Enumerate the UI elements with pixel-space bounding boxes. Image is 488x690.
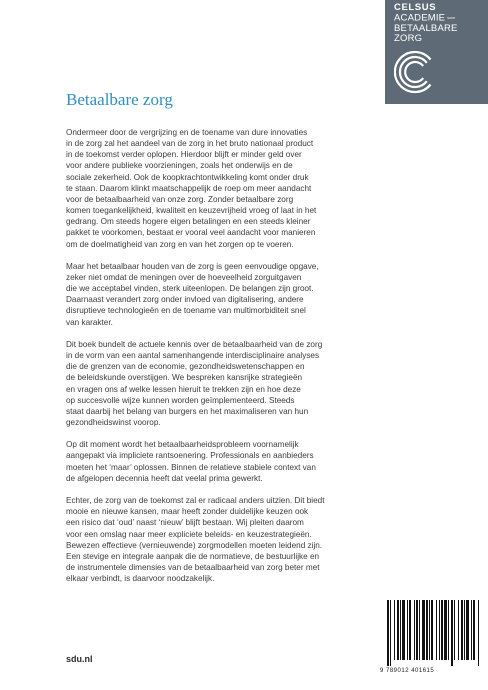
barcode-icon xyxy=(385,600,481,666)
barcode-bar xyxy=(441,600,443,660)
barcode-bar xyxy=(451,600,453,666)
text-line: in de toekomst verder oplopen. Hierdoor blijft er minder geld over xyxy=(66,150,302,160)
barcode-bar xyxy=(387,600,389,666)
text-line: gezondheidswinst voorop. xyxy=(66,418,161,428)
text-line: voor de betaalbaarheid van onze zorg. Zonder betaalbare zorg xyxy=(66,194,294,204)
paragraph-4 xyxy=(66,439,406,484)
text-line: Bewezen effectieve (vernieuwende) zorgmodellen moeten leidend zijn. xyxy=(66,540,323,550)
text-line: Maar het betaalbaar houden van de zorg is geen eenvoudige opgave, xyxy=(66,261,319,271)
isbn-number: 9 789012 401615 xyxy=(380,668,435,674)
paragraph-2 xyxy=(66,261,406,328)
text-line: de beleidskunde overstijgen. We bespreken kansrijke strategieën xyxy=(66,373,303,383)
text-line: komen toegankelijkheid, kwaliteit en keuzevrijheid vroeg of laat in het xyxy=(66,206,317,216)
barcode-bar xyxy=(466,600,469,660)
text-line: een risico dat ‘oud’ naast ‘nieuw’ blijft bestaan. Wij pleiten daarom xyxy=(66,518,304,528)
barcode-bar xyxy=(478,600,479,666)
celsus-c-emblem-icon xyxy=(394,50,438,94)
barcode-bar xyxy=(431,600,433,660)
text-line: Daarnaast verandert zorg onder invloed van digitalisering, andere xyxy=(66,295,304,305)
text-line: in de zorg zal het aandeel van de zorg in het bruto nationaal product xyxy=(66,139,314,149)
barcode-bar xyxy=(429,600,430,660)
barcode-bar xyxy=(454,600,455,660)
paragraph-1 xyxy=(66,127,406,250)
text-line: die we acceptabel vinden, sterk uiteenlopen. De belangen zijn groot. xyxy=(66,284,314,294)
barcode-bar xyxy=(473,600,475,660)
text-line: disruptieve technologieën en de toename van multimorbiditeit snel xyxy=(66,306,306,316)
logo-line-celsus: CELSUS xyxy=(394,2,437,13)
text-line: pakket te voorkomen, bestaat er vooral veel aandacht voor manieren xyxy=(66,228,316,238)
text-line: mooie en nieuwe kansen, maar heeft zonder duidelijke keuzen ook xyxy=(66,507,309,517)
text-line: Op dit moment wordt het betaalbaarheidsprobleem voornamelijk xyxy=(66,440,299,450)
barcode-bar xyxy=(416,600,418,660)
text-line: de afgelopen decennia heeft dat veelal prima gewerkt. xyxy=(66,473,263,483)
barcode-bar xyxy=(400,600,401,660)
barcode-bar xyxy=(471,600,472,660)
text-line: te staan. Daarom klinkt maatschappelijk de roep om meer aandacht xyxy=(66,183,312,193)
text-line: en vragen ons af welke lessen hieruit te trekken zijn en hoe deze xyxy=(66,384,301,394)
text-line: de instrumentele dimensies van de betaalbaarheid van zorg beter met xyxy=(66,563,320,573)
barcode-bar xyxy=(409,600,411,660)
text-line: Echter, de zorg van de toekomst zal er radicaal anders uitzien. Dit biedt xyxy=(66,496,325,506)
text-line: Een stevige en integrale aanpak die de normatieve, de bestuurlijke en xyxy=(66,551,320,561)
barcode-bar xyxy=(419,600,420,660)
back-cover-text xyxy=(66,127,406,595)
paragraph-3 xyxy=(66,339,406,428)
text-line: sociale zekerheid. Ook de koopkrachtontwikkeling komt onder druk xyxy=(66,172,309,182)
text-line: voor een omslag naar meer expliciete beleids- en keuzestrategieën. xyxy=(66,529,312,539)
text-line: die de grenzen van de economie, gezondheidswetenschappen en xyxy=(66,362,305,372)
barcode-bar xyxy=(448,600,449,660)
logo-line-zorg: ZORG xyxy=(394,32,423,44)
text-line: om de doelmatigheid van zorg en van het zorgen op te voeren. xyxy=(66,239,294,249)
logo-line-academie: ACADEMIE voor xyxy=(394,12,456,24)
text-line: in de vorm van een aantal samenhangende interdisciplinaire analyses xyxy=(66,351,320,361)
text-line: van karakter. xyxy=(66,317,113,327)
barcode-bar xyxy=(402,600,405,660)
barcode-bar xyxy=(426,600,428,660)
barcode-bar xyxy=(390,600,391,666)
barcode-bar xyxy=(407,600,408,660)
text-line: moeten het ‘maar’ oplossen. Binnen de relatieve stabiele context van xyxy=(66,462,316,472)
barcode-bar xyxy=(439,600,440,660)
text-line: Dit boek bundelt de actuele kennis over de betaalbaarheid van de zorg xyxy=(66,339,323,349)
text-line: gedrang. Om steeds hogere eigen betalingen en een steeds kleiner xyxy=(66,217,311,227)
barcode-bar xyxy=(458,600,459,660)
text-line: staat daarbij het belang van burgers en het maximaliseren van hun xyxy=(66,406,309,416)
barcode-bar xyxy=(397,600,399,660)
logo-wordmark xyxy=(394,3,458,44)
barcode-bar xyxy=(436,600,437,660)
text-line: zeker niet omdat de meningen over de hoeveelheid zorguitgaven xyxy=(66,273,302,283)
barcode-bar xyxy=(394,600,395,660)
book-title: Betaalbare zorg xyxy=(66,90,173,109)
text-line: Ondermeer door de vergrijzing en de toename van dure innovaties xyxy=(66,128,308,137)
logo-small-text: voor xyxy=(447,15,456,20)
barcode-bar xyxy=(422,600,425,660)
logo-line-betaalbare: BETAALBARE xyxy=(394,22,458,34)
barcode-bar xyxy=(464,600,465,660)
barcode-bar xyxy=(414,600,415,660)
publisher-url: sdu.nl xyxy=(66,654,93,664)
text-line: voor andere publieke voorzieningen, zoals het onderwijs en de xyxy=(66,161,293,171)
paragraph-5 xyxy=(66,495,406,584)
text-line: aangepakt via impliciete rantsoenering. Professionals en aanbieders xyxy=(66,451,314,461)
celsus-logo xyxy=(385,0,488,104)
text-line: op succesvolle wijze kunnen worden geïmplementeerd. Steeds xyxy=(66,395,295,405)
barcode-bar xyxy=(444,600,447,660)
barcode-bar xyxy=(461,600,463,660)
text-line: elkaar verbindt, is daarvoor noodzakelijk. xyxy=(66,574,215,584)
